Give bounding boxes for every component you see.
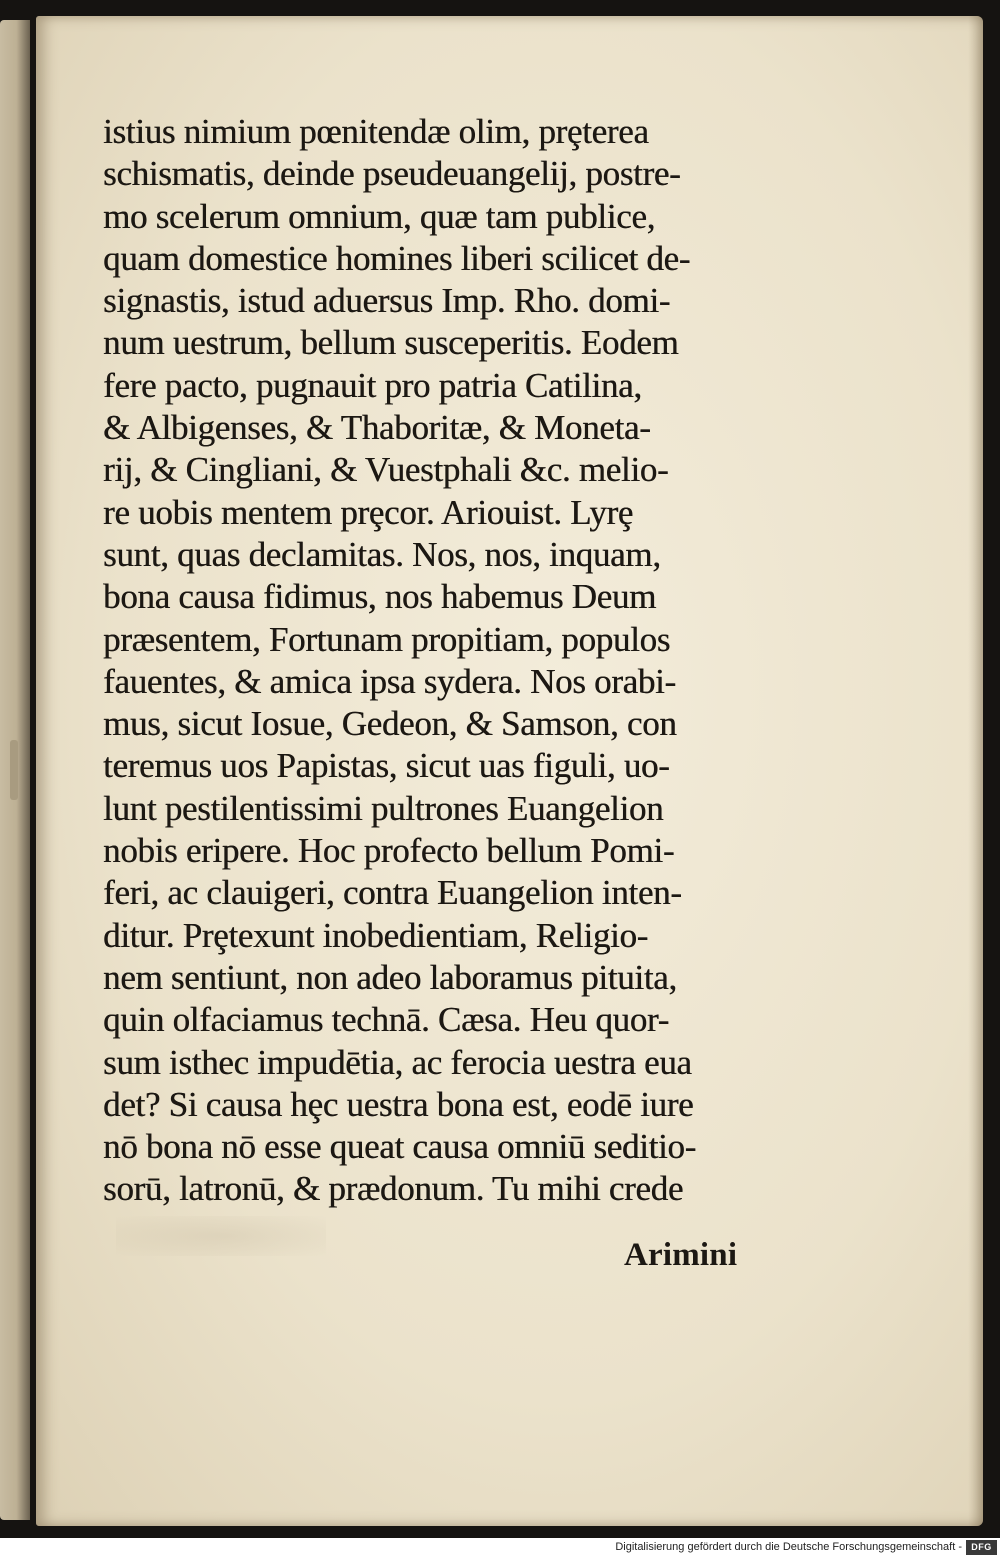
text-line: præsentem, Fortunam propitiam, populos [103, 619, 671, 659]
text-line: sunt, quas declamitas. Nos, nos, inquam, [103, 534, 661, 574]
text-line: sorū, latronū, & prædonum. Tu mihi crede [103, 1169, 684, 1209]
text-line: quam domestice homines liberi scilicet de- [103, 238, 691, 278]
text-line: ditur. Prȩtexunt inobedientiam, Religio- [103, 915, 648, 955]
text-line: bona causa fidimus, nos habemus Deum [103, 577, 656, 617]
text-line: rij, & Cingliani, & Vuestphali &c. melio- [103, 450, 669, 490]
footer-credit-text: Digitalisierung gefördert durch die Deutsche Forschungsgemeinschaft - [615, 1541, 962, 1553]
book-page [36, 16, 983, 1526]
text-line: lunt pestilentissimi pultrones Euangelion [103, 788, 664, 828]
bleed-through-smudge [116, 1216, 326, 1256]
text-line: fere pacto, pugnauit pro patria Catilina, [103, 365, 642, 405]
text-line: schismatis, deinde pseudeuangelij, postre- [103, 154, 681, 194]
text-line: nobis eripere. Hoc profecto bellum Pomi- [103, 831, 675, 871]
text-line: teremus uos Papistas, sicut uas figuli, uo- [103, 746, 670, 786]
text-line: fauentes, & amica ipsa sydera. Nos orabi- [103, 661, 676, 701]
text-line: nem sentiunt, non adeo laboramus pituita, [103, 957, 677, 997]
left-page-edge [0, 20, 30, 1520]
text-line: det? Si causa hȩc uestra bona est, eodē iure [103, 1084, 694, 1124]
text-line: feri, ac clauigeri, contra Euangelion inten- [103, 873, 682, 913]
text-line: & Albigenses, & Thaboritæ, & Moneta- [103, 408, 651, 448]
text-line: quin olfaciamus technā. Cæsa. Heu quor- [103, 1000, 669, 1040]
text-line: num uestrum, bellum susceperitis. Eodem [103, 323, 679, 363]
text-line: re uobis mentem prȩcor. Ariouist. Lyrȩ [103, 492, 634, 532]
text-line: mo scelerum omnium, quæ tam publice, [103, 196, 656, 236]
text-line: mus, sicut Iosue, Gedeon, & Samson, con [103, 704, 677, 744]
text-line: nō bona nō esse queat causa omniū seditio- [103, 1127, 696, 1167]
text-line: signastis, istud aduersus Imp. Rho. domi- [103, 281, 671, 321]
text-line: istius nimium pœnitendæ olim, prȩterea [103, 112, 649, 151]
dfg-logo-icon: DFG [966, 1540, 997, 1555]
text-line: sum isthec impudētia, ac ferocia uestra eua [103, 1042, 692, 1082]
catchword: Arimini [624, 1237, 738, 1273]
text-block [103, 111, 803, 1211]
